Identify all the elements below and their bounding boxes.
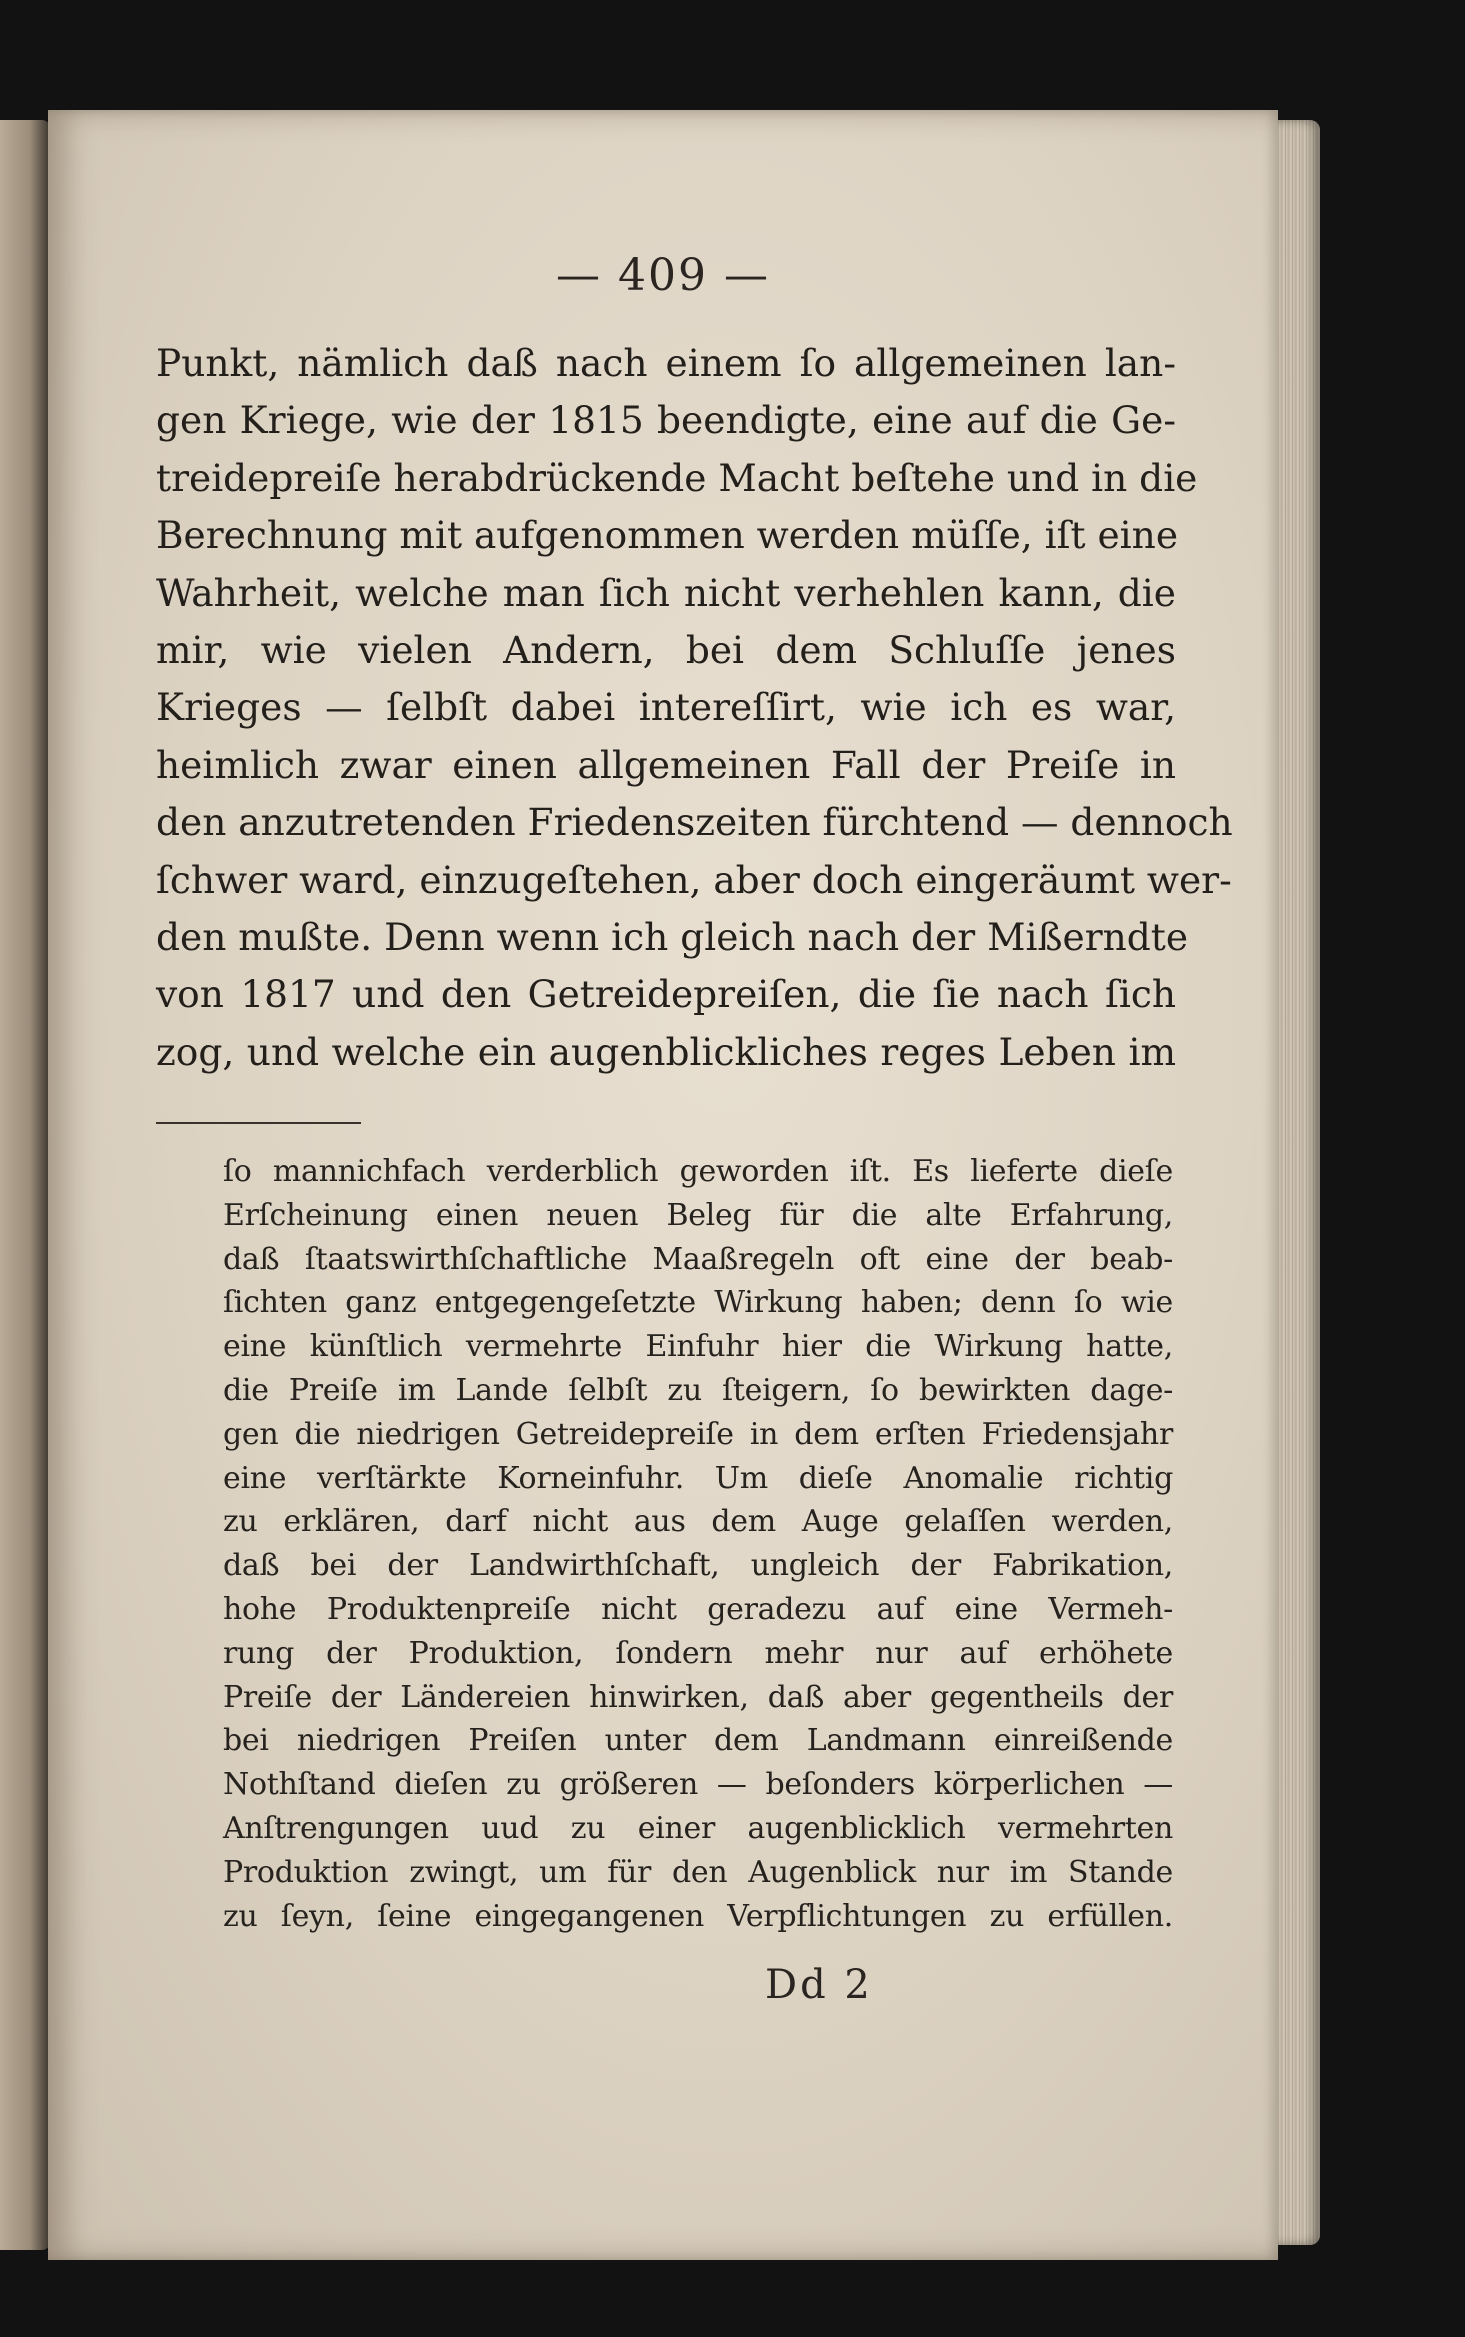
- body-line: heimlich zwar einen allgemeinen Fall der Preiſe in: [156, 742, 1176, 787]
- footnote-line: die Preiſe im Lande ſelbſt zu ſteigern, ſo bewirkten dage-: [223, 1372, 1173, 1408]
- body-line: mir, wie vielen Andern, bei dem Schluſſe jenes: [156, 628, 1176, 673]
- body-line: zog, und welche ein augenblickliches reges Leben im: [156, 1029, 1176, 1074]
- footnote-line: rung der Produktion, ſondern mehr nur auf erhöhete: [223, 1635, 1173, 1671]
- body-line: Punkt, nämlich daß nach einem ſo allgemeinen lan-: [156, 341, 1176, 385]
- body-line: den anzutretenden Friedenszeiten fürchtend — dennoch: [156, 800, 1233, 845]
- body-line: von 1817 und den Getreidepreiſen, die ſie nach ſich: [156, 972, 1176, 1017]
- footnote-line: bei niedrigen Preiſen unter dem Landmann einreißende: [223, 1723, 1173, 1759]
- footnote-line: ſichten ganz entgegengeſetzte Wirkung haben; denn ſo wie: [223, 1285, 1173, 1321]
- footnote-line: Anſtrengungen uud zu einer augenblicklich vermehrten: [223, 1810, 1173, 1846]
- body-line: Berechnung mit aufgenommen werden müſſe, iſt eine: [156, 513, 1179, 558]
- footnote-line: Produktion zwingt, um für den Augenblick nur im Stande: [223, 1854, 1173, 1890]
- footnote-line: eine künſtlich vermehrte Einfuhr hier die Wirkung hatte,: [223, 1329, 1173, 1365]
- footnote-line: daß ſtaatswirthſchaftliche Maaßregeln oft eine der beab-: [223, 1241, 1173, 1277]
- footnote-line: zu erklären, darf nicht aus dem Auge gelaſſen werden,: [223, 1504, 1173, 1540]
- footnote-rule: [156, 1122, 361, 1124]
- footnote-line: Nothſtand dieſen zu größeren — beſonders körperlichen —: [223, 1767, 1173, 1803]
- body-line: treidepreiſe herabdrückende Macht beſtehe und in die: [156, 455, 1198, 500]
- body-text: [156, 335, 1233, 1081]
- footnote-line: daß bei der Landwirthſchaft, ungleich der Fabrikation,: [223, 1548, 1173, 1584]
- footnote-line: Erſcheinung einen neuen Beleg für die alte Erfahrung,: [223, 1197, 1173, 1233]
- body-line: den mußte. Denn wenn ich gleich nach der Mißerndte: [156, 915, 1189, 960]
- body-line: ſchwer ward, einzugeſtehen, aber doch eingeräumt wer-: [156, 857, 1232, 902]
- book-page: [48, 110, 1278, 2260]
- footnote-line: Preiſe der Ländereien hinwirken, daß aber gegentheils der: [223, 1679, 1173, 1715]
- body-line: gen Kriege, wie der 1815 beendigte, eine auf die Ge-: [156, 398, 1176, 443]
- page-number-header: — 409 —: [556, 250, 770, 301]
- footnote-line: zu ſeyn, ſeine eingegangenen Verpflichtungen zu erfüllen.: [223, 1898, 1173, 1934]
- printer-signature-mark: Dd 2: [765, 1962, 873, 2008]
- footnote-line: hohe Produktenpreiſe nicht geradezu auf eine Vermeh-: [223, 1591, 1173, 1627]
- body-line: Krieges — ſelbſt dabei intereſſirt, wie ich es war,: [156, 685, 1176, 730]
- body-line: Wahrheit, welche man ſich nicht verhehlen kann, die: [156, 570, 1176, 615]
- facing-page-edge: [0, 120, 50, 2250]
- footnote-line: eine verſtärkte Korneinfuhr. Um dieſe Anomalie richtig: [223, 1460, 1173, 1496]
- footnote-text: [223, 1150, 1173, 1938]
- footnote-line: gen die niedrigen Getreidepreiſe in dem erſten Friedensjahr: [223, 1416, 1173, 1452]
- footnote-line: ſo mannichfach verderblich geworden iſt. Es lieferte dieſe: [223, 1154, 1173, 1189]
